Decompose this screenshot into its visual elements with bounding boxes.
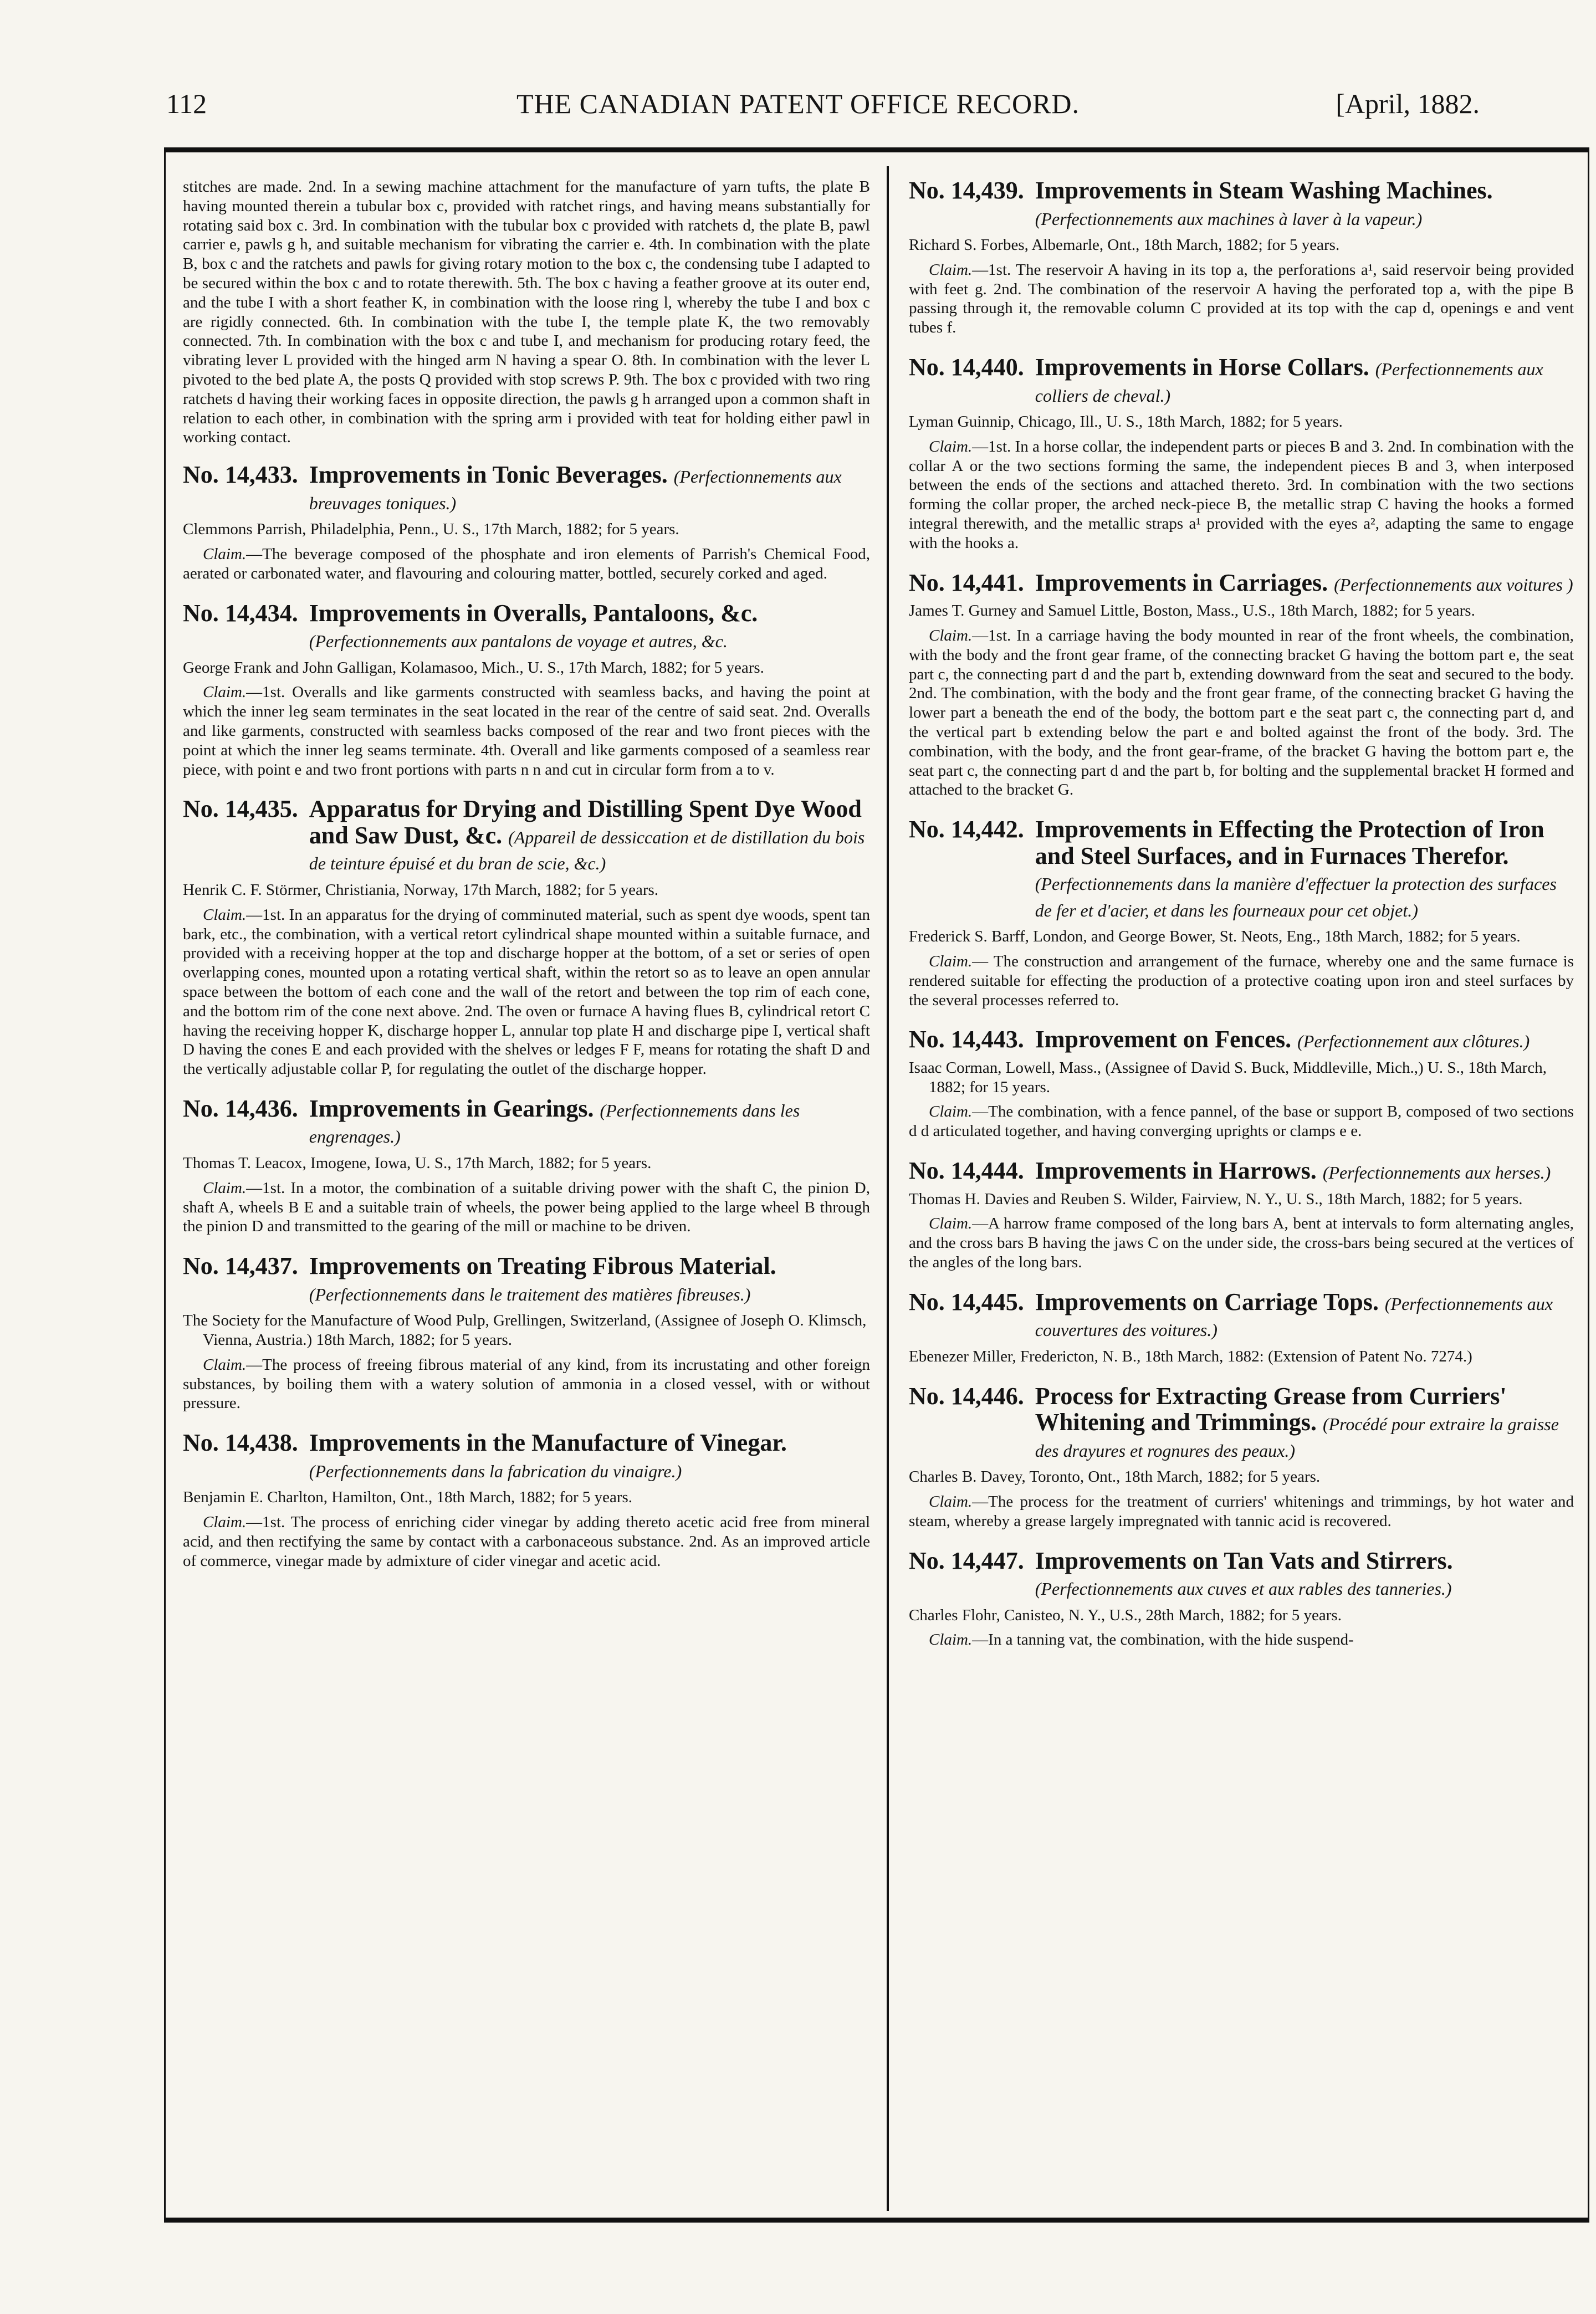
patent-number: No. 14,433.: [183, 461, 298, 489]
french-title: (Perfectionnements dans la manière d'effectuer la protection des surfaces de fer et d'acier, et dans les fourneaux pour cet objet.): [1035, 874, 1557, 920]
patent-heading: [909, 354, 1574, 407]
patent-number: No. 14,434.: [183, 599, 298, 627]
claim-text: [183, 1355, 870, 1413]
claim-label: Claim.: [929, 952, 973, 970]
patent-title: Improvements in Overalls, Pantaloons, &c.: [309, 599, 758, 627]
french-title: (Perfectionnements aux couvertures des voitures.): [1035, 1293, 1553, 1340]
claim-text: [183, 905, 870, 1079]
patent-title: Improvements in Harrows.: [1035, 1157, 1317, 1185]
patent-number: No. 14,438.: [183, 1429, 298, 1457]
claim-label: Claim.: [929, 1215, 973, 1233]
patentee-line: Thomas H. Davies and Reuben S. Wilder, Fairview, N. Y., U. S., 18th March, 1882; for 5 years.: [909, 1190, 1523, 1208]
patentee-line: Ebenezer Miller, Fredericton, N. B., 18th March, 1882: (Extension of Patent No. 7274.): [909, 1347, 1472, 1365]
patent-entry: [183, 1253, 870, 1413]
claim-text: [909, 1630, 1574, 1650]
patent-title: Improvements on Carriage Tops.: [1035, 1288, 1379, 1315]
patent-heading: [909, 570, 1574, 596]
claim-body: —1st. Overalls and like garments constructed with seamless backs, and having the point at which the inner leg seam terminates in the seat located in the rear of the centre of said seat. 2nd. Overalls and like garments, constructed with seamless backs composed of the rear and two front pieces with the point at which the inner leg seams terminate. 4th. Overall and like garments composed of a seamless rear piece, with point e and two front portions with parts n n and cut in circular form from a to v.: [183, 683, 870, 779]
patent-entry: [909, 354, 1574, 553]
patent-title: Improvements in Horse Collars.: [1035, 354, 1369, 381]
patent-title: Improvements in Effecting the Protection of Iron and Steel Surfaces, and in Furnaces Therefor.: [1035, 816, 1544, 869]
patent-title: Process for Extracting Grease from Curriers' Whitening and Trimmings.: [1035, 1382, 1507, 1436]
patentee-line: Charles Flohr, Canisteo, N. Y., U.S., 28th March, 1882; for 5 years.: [909, 1606, 1342, 1624]
column-divider: [887, 166, 889, 2211]
patentee-line: Charles B. Davey, Toronto, Ont., 18th March, 1882; for 5 years.: [909, 1468, 1321, 1486]
patent-entry: [909, 1548, 1574, 1650]
claim-body: —The beverage composed of the phosphate and iron elements of Parrish's Chemical Food, aerated or carbonated water, and flavouring and colouring matter, bottled, securely corked and aged.: [183, 545, 870, 582]
claim-body: —1st. In an apparatus for the drying of comminuted material, such as spent dye woods, spent tan bark, etc., the combination, with a vertical retort cylindrical shape mounted within a suitable furnace, and provided with a receiving hopper at the top and discharge hopper at the bottom, of a set or series of open overlapping cones, mounted upon a rotating vertical shaft, within the retort so as to leave an open annular space between the bottom of each cone and the wall of the retort and between the top rim of each cone, and the bottom rim of the cone next above. 2nd. The oven or furnace A having flues B, cylindrical retort C having the receiving hopper K, discharge hopper L, annular top plate H and discharge pipe I, vertical shaft D having the cones E and each provided with the shelves or ledges F F, means for rotating the shaft D and the vertically adjustable collar P, for regulating the outlet of the discharge hopper.: [183, 905, 870, 1078]
patent-number: No. 14,442.: [909, 816, 1024, 843]
claim-label: Claim.: [203, 1513, 247, 1531]
patent-number: No. 14,447.: [909, 1547, 1024, 1574]
patent-entry: [183, 1430, 870, 1570]
patent-entry: [909, 816, 1574, 1010]
patent-number: No. 14,446.: [909, 1382, 1024, 1410]
claim-body: —1st. The reservoir A having in its top a, the perforations a¹, said reservoir being provided with feet g. 2nd. The combination of the reservoir A having the perforated top a, with the pipe B passing through it, the removable column C provided at its top with the cap d, openings e and vent tubes f.: [909, 260, 1574, 337]
claim-text: [909, 260, 1574, 337]
claim-body: —1st. In a motor, the combination of a suitable driving power with the shaft C, the pinion D, shaft A, wheels B E and a suitable train of wheels, the power being applied to the large wheel B through the pinion D and transmitted to the gearing of the mill or machine to be driven.: [183, 1179, 870, 1236]
claim-label: Claim.: [929, 626, 973, 644]
claim-label: Claim.: [929, 437, 973, 455]
patent-entry: [183, 796, 870, 1079]
patent-heading: [909, 177, 1574, 230]
patentee-line: Henrik C. F. Störmer, Christiania, Norway, 17th March, 1882; for 5 years.: [183, 880, 659, 899]
patent-heading: [183, 600, 870, 653]
patent-number: No. 14,441.: [909, 569, 1024, 596]
patent-number: No. 14,444.: [909, 1157, 1024, 1185]
patent-heading: [183, 462, 870, 514]
issue-date: [April, 1882.: [1336, 88, 1480, 119]
patent-number: No. 14,435.: [183, 795, 298, 823]
patentee-line: Lyman Guinnip, Chicago, Ill., U. S., 18th March, 1882; for 5 years.: [909, 413, 1343, 431]
claim-label: Claim.: [203, 1179, 247, 1197]
patent-heading: [909, 1158, 1574, 1184]
patentee-line: James T. Gurney and Samuel Little, Boston, Mass., U.S., 18th March, 1882; for 5 years.: [909, 602, 1475, 620]
french-title: (Perfectionnements aux cuves et aux rables des tanneries.): [1035, 1579, 1452, 1599]
right-column: [909, 177, 1574, 1666]
journal-title: THE CANADIAN PATENT OFFICE RECORD.: [516, 88, 1080, 119]
patent-heading: [909, 816, 1574, 921]
french-title: (Perfectionnements dans la fabrication du vinaigre.): [309, 1461, 682, 1481]
patent-number: No. 14,437.: [183, 1252, 298, 1280]
claim-label: Claim.: [203, 1355, 247, 1374]
patentee-line: Benjamin E. Charlton, Hamilton, Ont., 18th March, 1882; for 5 years.: [183, 1488, 633, 1507]
patent-title: Improvements in Steam Washing Machines.: [1035, 177, 1493, 204]
claim-label: Claim.: [929, 1492, 973, 1511]
claim-text: [909, 1214, 1574, 1272]
patent-entry: [909, 1158, 1574, 1272]
claim-body: —The combination, with a fence pannel, of the base or support B, composed of two sections d d articulated together, and having converging uprights or clamps e e.: [909, 1103, 1574, 1140]
patent-number: No. 14,439.: [909, 177, 1024, 204]
french-title: (Procédé pour extraire la graisse des drayures et rognures des peaux.): [1035, 1414, 1559, 1461]
patent-heading: [909, 1548, 1574, 1600]
patent-heading: [183, 1430, 870, 1482]
patent-number: No. 14,445.: [909, 1288, 1024, 1315]
claim-text: [909, 952, 1574, 1010]
claim-text: [183, 683, 870, 779]
french-title: (Perfectionnements aux herses.): [1322, 1163, 1551, 1183]
claim-body: —The process of freeing fibrous material of any kind, from its incrustating and other foreign substances, by boiling them with a watery solution of ammonia in a closed vessel, with or without pressure.: [183, 1355, 870, 1412]
claim-label: Claim.: [203, 683, 247, 702]
claim-body: —The process for the treatment of curriers' whitenings and trimmings, by hot water and steam, whereby a grease largely impregnated with tannic acid is recovered.: [909, 1492, 1574, 1530]
claim-text: [909, 1492, 1574, 1531]
claim-label: Claim.: [929, 260, 973, 279]
claim-text: [909, 1102, 1574, 1141]
patent-title: Improvements in Tonic Beverages.: [309, 461, 668, 489]
french-title: (Appareil de dessiccation et de distillation du bois de teinture épuisé et du bran de scie, &c.): [309, 827, 865, 874]
claim-label: Claim.: [203, 905, 247, 924]
patent-heading: [909, 1026, 1574, 1053]
claim-body: —1st. In a carriage having the body mounted in rear of the front wheels, the combination, with the body and the front gear frame, of the connecting bracket G having the bottom part e, the seat part c, the connecting part d and the part b, extending downward from the seat and secured to the body. 2nd. The combination, with the body and the front gear frame, of the connecting bracket G having the lower part a beneath the end of the body, the bottom part e the seat part c, the connecting part d, and the vertical part b extending below the part e and bolted against the front of the body. 3rd. The combination, with the body, and the front gear-frame, of the bracket G having the bottom part e, the seat part c, the connecting part d and the part b, for bolting and the supplemental bracket H formed and attached to the bracket G.: [909, 626, 1574, 799]
french-title: (Perfectionnements dans le traitement des matières fibreuses.): [309, 1284, 751, 1304]
french-title: (Perfectionnements aux machines à laver à la vapeur.): [1035, 208, 1423, 229]
patent-number: No. 14,440.: [909, 354, 1024, 381]
patent-title: Improvements on Treating Fibrous Material.: [309, 1252, 776, 1280]
patent-title: Improvements in Gearings.: [309, 1094, 594, 1122]
patent-heading: [909, 1383, 1574, 1462]
patent-heading: [183, 796, 870, 875]
left-column: [183, 177, 870, 1587]
patent-title: Improvements on Tan Vats and Stirrers.: [1035, 1547, 1453, 1574]
patent-entry: [909, 1383, 1574, 1531]
claim-text: [183, 545, 870, 583]
patentee-line: Richard S. Forbes, Albemarle, Ont., 18th March, 1882; for 5 years.: [909, 236, 1340, 254]
patent-title: Improvements in the Manufacture of Vinegar.: [309, 1429, 787, 1457]
claim-body: — The construction and arrangement of the furnace, whereby one and the same furnace is rendered suitable for effecting the production of a protective coating upon iron and steel surfaces by the several processes referred to.: [909, 952, 1574, 1009]
french-title: (Perfectionnements dans les engrenages.): [309, 1100, 800, 1147]
patent-heading: [183, 1253, 870, 1306]
claim-text: [909, 437, 1574, 553]
claim-body: —1st. The process of enriching cider vinegar by adding thereto acetic acid free from mineral acid, and then rectifying the same by contact with a carbonaceous substance. 2nd. As an improved article of commerce, vinegar made by admixture of cider vinegar and acetic acid.: [183, 1513, 870, 1570]
patent-entry: [183, 600, 870, 780]
patent-number: No. 14,436.: [183, 1094, 298, 1122]
patent-entry: [909, 1289, 1574, 1366]
patent-heading: [183, 1095, 870, 1148]
claim-label: Claim.: [203, 545, 247, 563]
patent-heading: [909, 1289, 1574, 1342]
patent-entry: [183, 462, 870, 583]
french-title: (Perfectionnements aux voitures ): [1334, 574, 1573, 595]
claim-body: —A harrow frame composed of the long bars A, bent at intervals to form alternating angles, and the cross bars B having the jaws C on the under side, the cross-bars being secured at the vertices of the angles of the long bars.: [909, 1215, 1574, 1271]
claim-text: [909, 626, 1574, 800]
patentee-line: The Society for the Manufacture of Wood Pulp, Grellingen, Switzerland, (Assignee of Joseph O. Klimsch, Vienna, Austria.) 18th March, 1882; for 5 years.: [183, 1312, 867, 1349]
patent-title: Improvements in Carriages.: [1035, 569, 1328, 596]
patent-title: Improvement on Fences.: [1035, 1026, 1292, 1053]
running-head: [0, 0, 1596, 150]
page-number: 112: [166, 88, 207, 119]
patent-title: Apparatus for Drying and Distilling Spent Dye Wood and Saw Dust, &c.: [309, 795, 862, 849]
patent-entry: [183, 1095, 870, 1236]
patentee-line: Isaac Corman, Lowell, Mass., (Assignee of David S. Buck, Middleville, Mich.,) U. S., 18th March, 1882; for 15 years.: [909, 1058, 1547, 1096]
patent-entry: [909, 1026, 1574, 1141]
patentee-line: George Frank and John Galligan, Kolamasoo, Mich., U. S., 17th March, 1882; for 5 years.: [183, 658, 764, 677]
patentee-line: Frederick S. Barff, London, and George Bower, St. Neots, Eng., 18th March, 1882; for 5 years.: [909, 928, 1521, 946]
claim-body: —In a tanning vat, the combination, with the hide suspend-: [972, 1631, 1354, 1649]
french-title: (Perfectionnement aux clôtures.): [1297, 1031, 1530, 1052]
claim-text: [183, 1179, 870, 1236]
claim-body: —1st. In a horse collar, the independent parts or pieces B and 3. 2nd. In combination with the collar A or the two sections forming the same, the independent pieces B and 3, when interposed between the ends of the sections and attached thereto. 3rd. In combination with the two sections forming the collar proper, the arched neck-piece B, the metallic strap C having the hooks a formed integral therewith, and the metallic straps a¹ provided with the eyes a², adapting the same to engage with the hooks a.: [909, 437, 1574, 552]
claim-label: Claim.: [929, 1103, 973, 1121]
claim-label: Claim.: [929, 1631, 973, 1649]
continued-claim: stitches are made. 2nd. In a sewing machine attachment for the manufacture of yarn tufts, the plate B having mounted therein a tubular box c, provided with ratchet rings, and having means substantially for rotating said box c. 3rd. In combination with the tubular box c provided with ratchets d, the plate B, pawl carrier e, pawls g h, and suitable mechanism for vibrating the carrier e. 4th. In combination with the plate B, box c and the ratchets and pawls for giving rotary motion to the box c, the condensing tube I adapted to be secured within the box c and to rotate therewith. 5th. The box c having a feather groove at its outer end, and the tube I with a short feather K, in combination with the loose ring l, whereby the tube I and box c are rigidly connected. 6th. In combination with the tube I, the temple plate K, the two removably connected. 7th. In combination with the box c and tube I, and mechanism for producing rotary feed, the vibrating lever L provided with the hinged arm N having a spear O. 8th. In combination with the lever L pivoted to the bed plate A, the posts Q provided with stop screws P. 9th. The box c provided with two ring ratchets d having their working faces in opposite direction, the pawls g h arranged upon a common shaft in relation to each other, in combination with the spring arm i provided with teat for holding either pawl in working contact.: [183, 178, 870, 447]
french-title: (Perfectionnements aux breuvages toniques.): [309, 467, 842, 513]
patent-entry: [909, 570, 1574, 800]
patentee-line: Clemmons Parrish, Philadelphia, Penn., U. S., 17th March, 1882; for 5 years.: [183, 520, 679, 539]
french-title: (Perfectionnements aux colliers de cheval.): [1035, 359, 1543, 406]
patent-entry: [909, 177, 1574, 337]
claim-text: [183, 1513, 870, 1570]
french-title: (Perfectionnements aux pantalons de voyage et autres, &c.: [309, 631, 728, 652]
patent-number: No. 14,443.: [909, 1026, 1024, 1053]
patentee-line: Thomas T. Leacox, Imogene, Iowa, U. S., 17th March, 1882; for 5 years.: [183, 1154, 652, 1172]
